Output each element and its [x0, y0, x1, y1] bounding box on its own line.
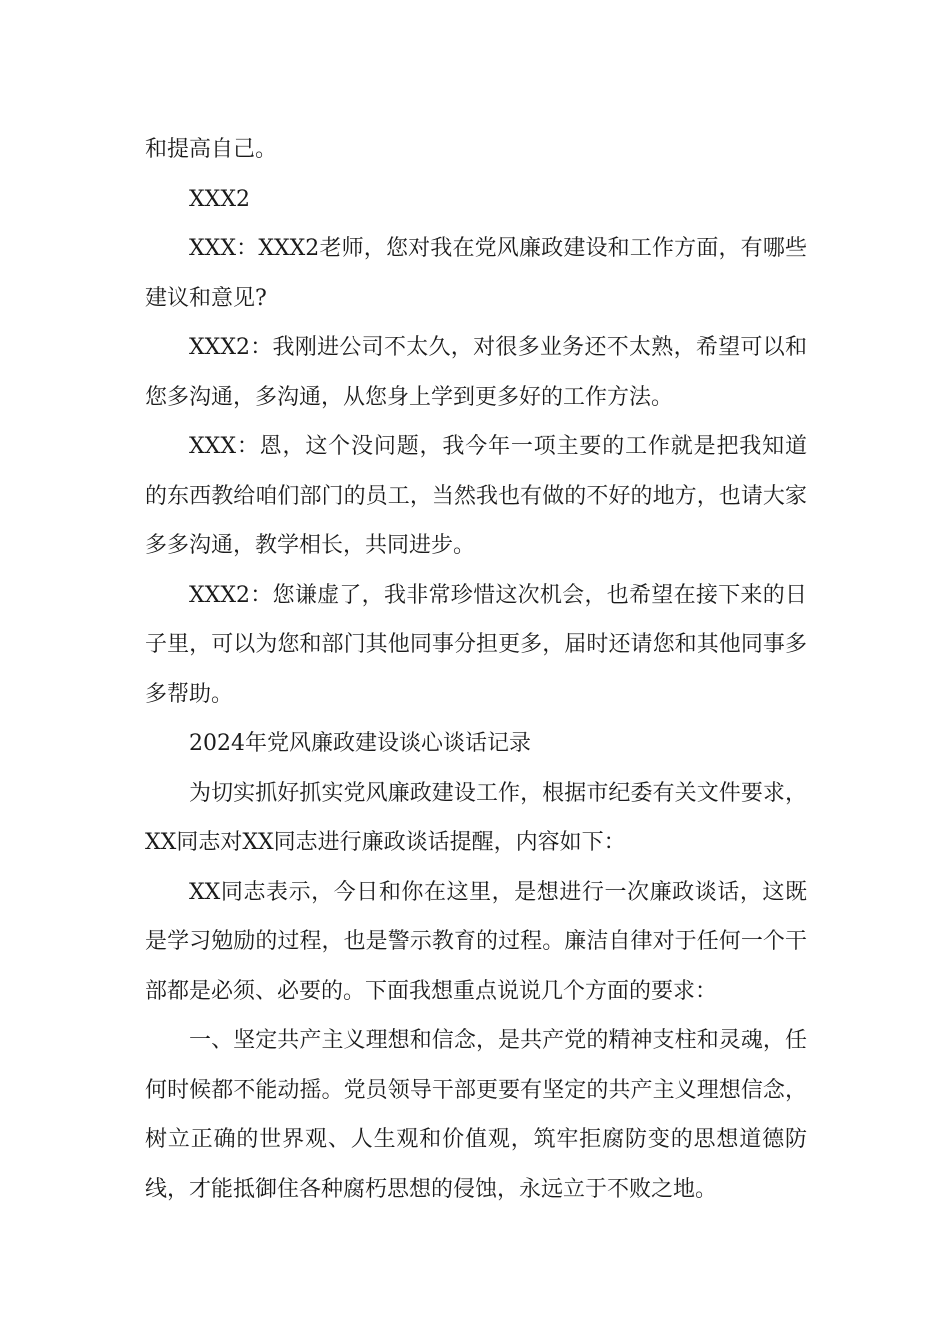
- paragraph-speaker-heading: XXX2: [189, 186, 250, 212]
- paragraph-point-1: 一、坚定共产主义理想和信念，是共产党的精神支柱和灵魂，任何时候都不能动摇。党员领导干部更要有坚定的共产主义理想信念，树立正确的世界观、人生观和价值观，筑牢拒腐防变的思想道德防线，才能抵御住各种腐朽思想的侵蚀，永远立于不败之地。: [145, 1028, 807, 1202]
- paragraph-dialogue-2: XXX2：我刚进公司不太久，对很多业务还不太熟，希望可以和您多沟通，多沟通，从您身上学到更多好的工作方法。: [145, 335, 807, 410]
- section-title: 2024年党风廉政建设谈心谈话记录: [189, 731, 531, 756]
- paragraph-dialogue-1: XXX：XXX2老师，您对我在党风廉政建设和工作方面，有哪些建议和意见?: [145, 236, 807, 311]
- paragraph-statement: XX同志表示，今日和你在这里，是想进行一次廉政谈话，这既是学习勉励的过程，也是警示教育的过程。廉洁自律对于任何一个干部都是必须、必要的。下面我想重点说说几个方面的要求：: [145, 879, 807, 1004]
- paragraph-dialogue-3: XXX：恩，这个没问题，我今年一项主要的工作就是把我知道的东西教给咱们部门的员工，当然我也有做的不好的地方，也请大家多多沟通，教学相长，共同进步。: [145, 434, 807, 558]
- paragraph-continuation: 和提高自己。: [145, 137, 278, 162]
- paragraph-dialogue-4: XXX2：您谦虚了，我非常珍惜这次机会，也希望在接下来的日子里，可以为您和部门其他同事分担更多，届时还请您和其他同事多多帮助。: [145, 582, 807, 707]
- document-body: [145, 125, 807, 1214]
- paragraph-intro: 为切实抓好抓实党风廉政建设工作，根据市纪委有关文件要求，XX同志对XX同志进行廉政谈话提醒，内容如下：: [145, 780, 807, 855]
